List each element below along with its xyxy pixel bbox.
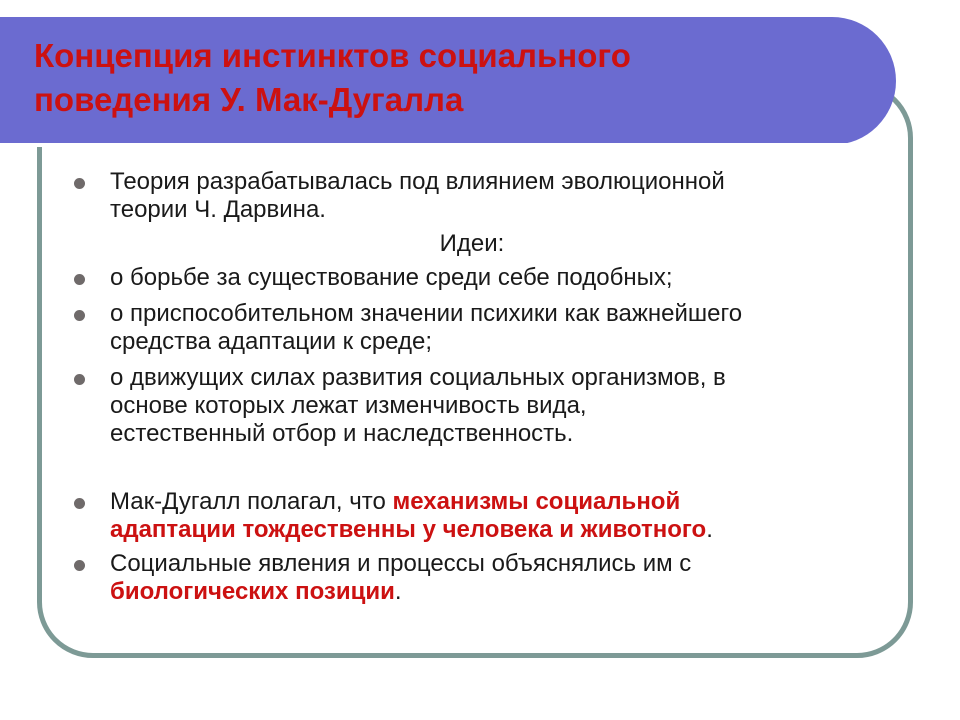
idea-3-line-2: основе которых лежат изменчивость вида, — [110, 392, 587, 419]
idea-3-line-3: естественный отбор и наследственность. — [110, 420, 574, 447]
conclusion-2-suffix: . — [394, 578, 402, 605]
intro-line-2: теории Ч. Дарвина. — [110, 196, 326, 223]
slide-title-line-1: Концепция инстинктов социального — [34, 37, 631, 74]
bullet-icon — [74, 498, 85, 509]
conclusion-item-1 — [72, 488, 872, 544]
conclusion-1-highlight-1: механизмы социальной — [392, 488, 681, 515]
intro-item — [72, 168, 872, 224]
conclusion-1-suffix: . — [706, 516, 713, 543]
conclusion-1-line-2 — [110, 516, 872, 544]
slide-content — [72, 168, 872, 606]
conclusion-item-2 — [72, 550, 872, 606]
bullet-icon — [74, 178, 85, 189]
ideas-heading: Идеи: — [439, 230, 505, 257]
slide-title — [34, 34, 631, 122]
slide-title-line-2: поведения У. Мак-Дугалла — [34, 81, 464, 118]
idea-item-2 — [72, 300, 872, 356]
idea-1-line-1: о борьбе за существование среди себе подобных; — [110, 264, 673, 291]
intro-line-1: Теория разрабатывалась под влиянием эволюционной — [110, 168, 725, 195]
conclusion-1-highlight-2: адаптации тождественны у человека и животного — [110, 516, 707, 543]
idea-2-line-2: средства адаптации к среде; — [110, 328, 433, 355]
idea-item-1 — [72, 264, 872, 292]
bullet-icon — [74, 274, 85, 285]
bullet-icon — [74, 374, 85, 385]
bullet-icon — [74, 310, 85, 321]
idea-item-3 — [72, 364, 872, 448]
idea-3-line-1: о движущих силах развития социальных организмов, в — [110, 364, 726, 391]
conclusion-2-line-1: Социальные явления и процессы объяснялись им с — [110, 550, 692, 577]
idea-2-line-1: о приспособительном значении психики как важнейшего — [110, 300, 743, 327]
title-underline — [0, 143, 852, 147]
conclusion-1-prefix: Мак-Дугалл полагал, что — [110, 488, 393, 515]
conclusion-2-highlight: биологических позиции — [110, 578, 395, 605]
bullet-icon — [74, 560, 85, 571]
conclusion-2-line-2 — [110, 578, 872, 606]
conclusion-1-line-1 — [110, 488, 872, 516]
